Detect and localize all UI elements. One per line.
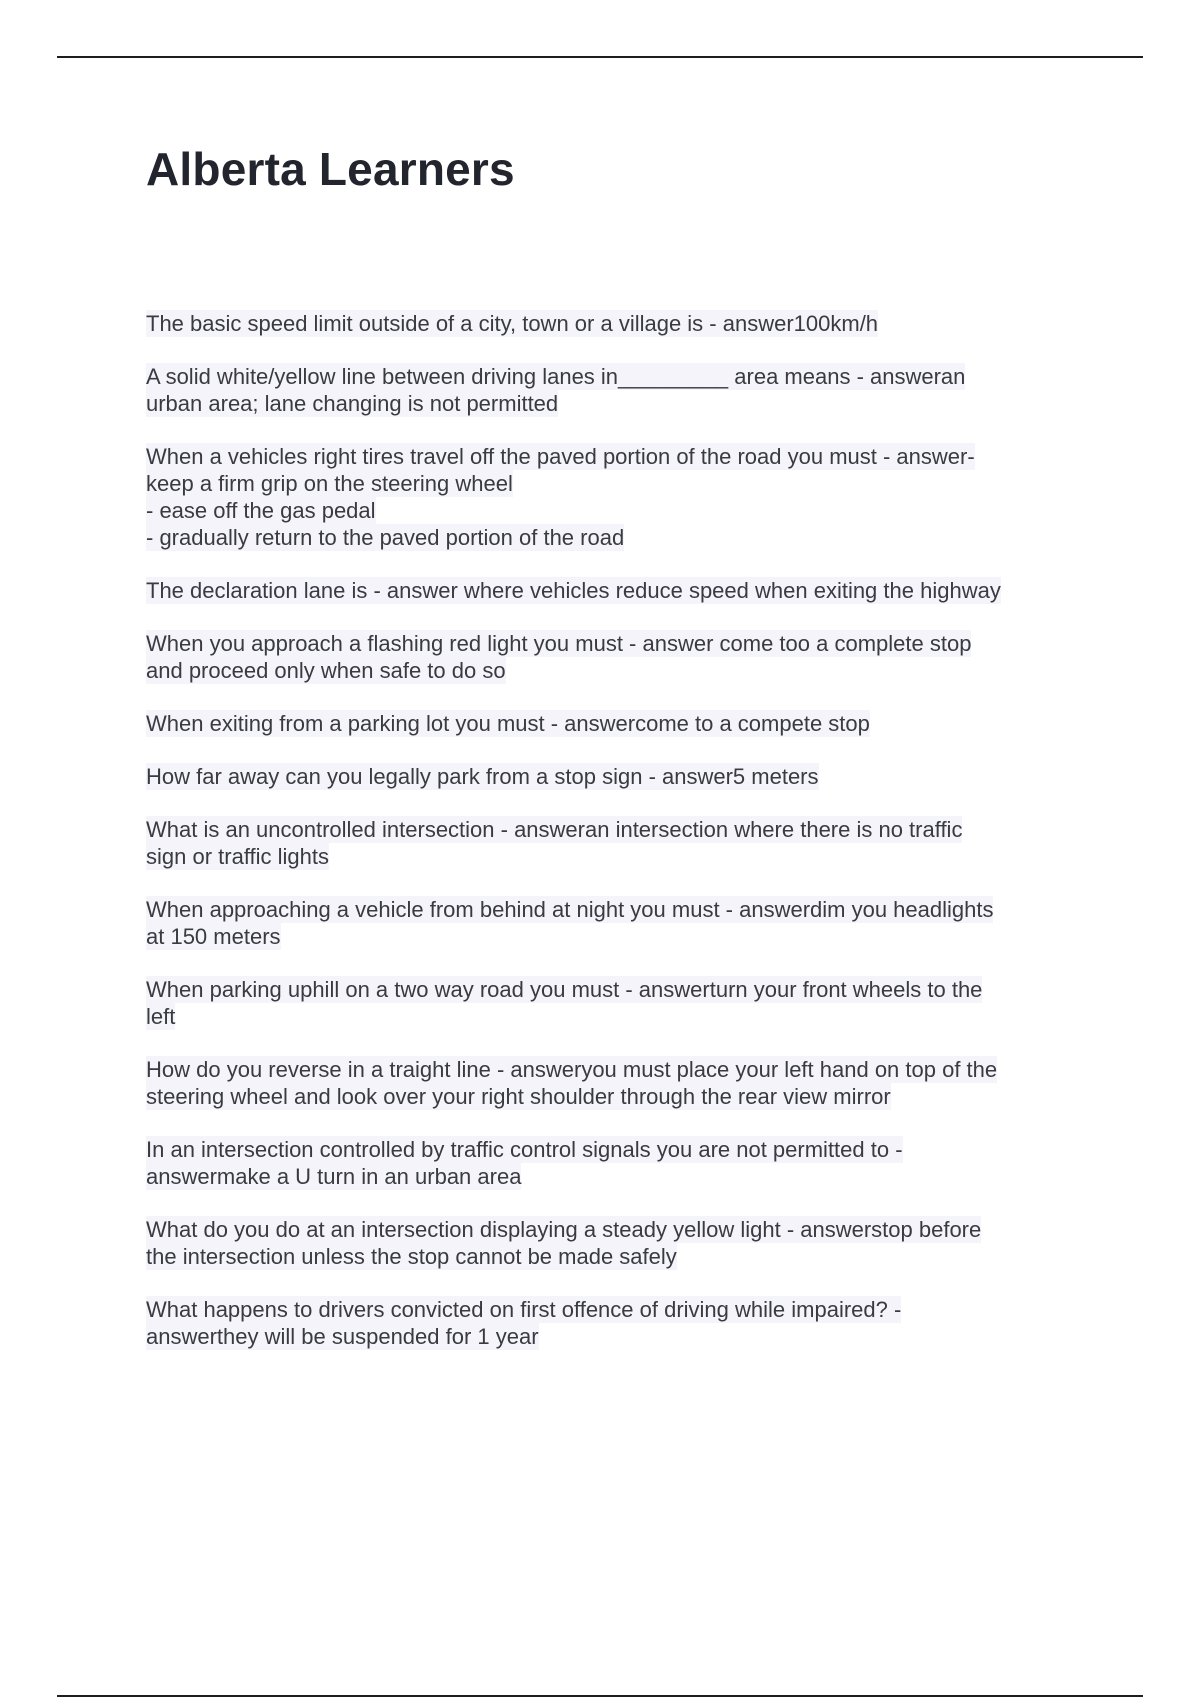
qa-item (146, 630, 1096, 684)
qa-line-row (146, 976, 1096, 1003)
qa-line-row (146, 630, 1096, 657)
qa-line-row (146, 310, 1096, 337)
qa-item (146, 1216, 1096, 1270)
qa-line-row (146, 657, 1096, 684)
qa-line: and proceed only when safe to do so (146, 658, 506, 683)
qa-item (146, 763, 1096, 790)
qa-line-row (146, 390, 1096, 417)
qa-line: left (146, 1004, 176, 1029)
qa-item (146, 1136, 1096, 1190)
qa-line-row (146, 1136, 1096, 1163)
qa-line: When exiting from a parking lot you must - answercome to a compete stop (146, 711, 870, 736)
qa-item (146, 1296, 1096, 1350)
qa-line-row (146, 497, 1096, 524)
qa-line: In an intersection controlled by traffic control signals you are not permitted to - (146, 1137, 903, 1162)
qa-line-row (146, 443, 1096, 470)
qa-line: How do you reverse in a traight line - answeryou must place your left hand on top of the (146, 1057, 998, 1082)
qa-line: answerthey will be suspended for 1 year (146, 1324, 539, 1349)
qa-item (146, 816, 1096, 870)
qa-line: - ease off the gas pedal (146, 498, 376, 523)
qa-line-row (146, 816, 1096, 843)
qa-line: steering wheel and look over your right shoulder through the rear view mirror (146, 1084, 891, 1109)
qa-item (146, 310, 1096, 337)
qa-line: A solid white/yellow line between driving lanes in_________ area means - answeran (146, 364, 966, 389)
qa-item (146, 896, 1096, 950)
qa-line: - gradually return to the paved portion of the road (146, 525, 625, 550)
qa-line: When approaching a vehicle from behind at night you must - answerdim you headlights (146, 897, 994, 922)
qa-line: How far away can you legally park from a stop sign - answer5 meters (146, 764, 819, 789)
qa-line: the intersection unless the stop cannot be made safely (146, 1244, 677, 1269)
qa-line: What happens to drivers convicted on first offence of driving while impaired? - (146, 1297, 902, 1322)
top-rule (57, 56, 1143, 58)
qa-line: What do you do at an intersection displaying a steady yellow light - answerstop before (146, 1217, 982, 1242)
qa-line-row (146, 363, 1096, 390)
qa-line-row (146, 1003, 1096, 1030)
qa-line-row (146, 1296, 1096, 1323)
qa-line-row (146, 896, 1096, 923)
qa-line-row (146, 1243, 1096, 1270)
qa-line-row (146, 1083, 1096, 1110)
qa-line: The declaration lane is - answer where vehicles reduce speed when exiting the highway (146, 578, 1001, 603)
qa-line: When you approach a flashing red light you must - answer come too a complete stop (146, 631, 972, 656)
qa-line-row (146, 710, 1096, 737)
qa-line: keep a firm grip on the steering wheel (146, 471, 513, 496)
qa-item (146, 577, 1096, 604)
question-answer-list (146, 310, 1096, 1376)
qa-line: urban area; lane changing is not permitted (146, 391, 559, 416)
qa-line-row (146, 1216, 1096, 1243)
qa-line: What is an uncontrolled intersection - answeran intersection where there is no traffic (146, 817, 963, 842)
qa-line-row (146, 843, 1096, 870)
qa-line-row (146, 524, 1096, 551)
qa-line: answermake a U turn in an urban area (146, 1164, 522, 1189)
qa-item (146, 1056, 1096, 1110)
document-title: Alberta Learners (146, 143, 515, 195)
qa-line: The basic speed limit outside of a city, town or a village is - answer100km/h (146, 311, 879, 336)
qa-line-row (146, 923, 1096, 950)
qa-line-row (146, 763, 1096, 790)
qa-line: sign or traffic lights (146, 844, 330, 869)
qa-item (146, 976, 1096, 1030)
qa-line-row (146, 577, 1096, 604)
qa-line-row (146, 470, 1096, 497)
qa-line: When parking uphill on a two way road you must - answerturn your front wheels to the (146, 977, 983, 1002)
qa-line-row (146, 1056, 1096, 1083)
qa-line-row (146, 1163, 1096, 1190)
qa-item (146, 710, 1096, 737)
bottom-rule (57, 1695, 1143, 1697)
qa-line-row (146, 1323, 1096, 1350)
qa-line: at 150 meters (146, 924, 281, 949)
qa-line: When a vehicles right tires travel off the paved portion of the road you must - answer- (146, 444, 975, 469)
qa-item (146, 363, 1096, 417)
qa-item (146, 443, 1096, 551)
